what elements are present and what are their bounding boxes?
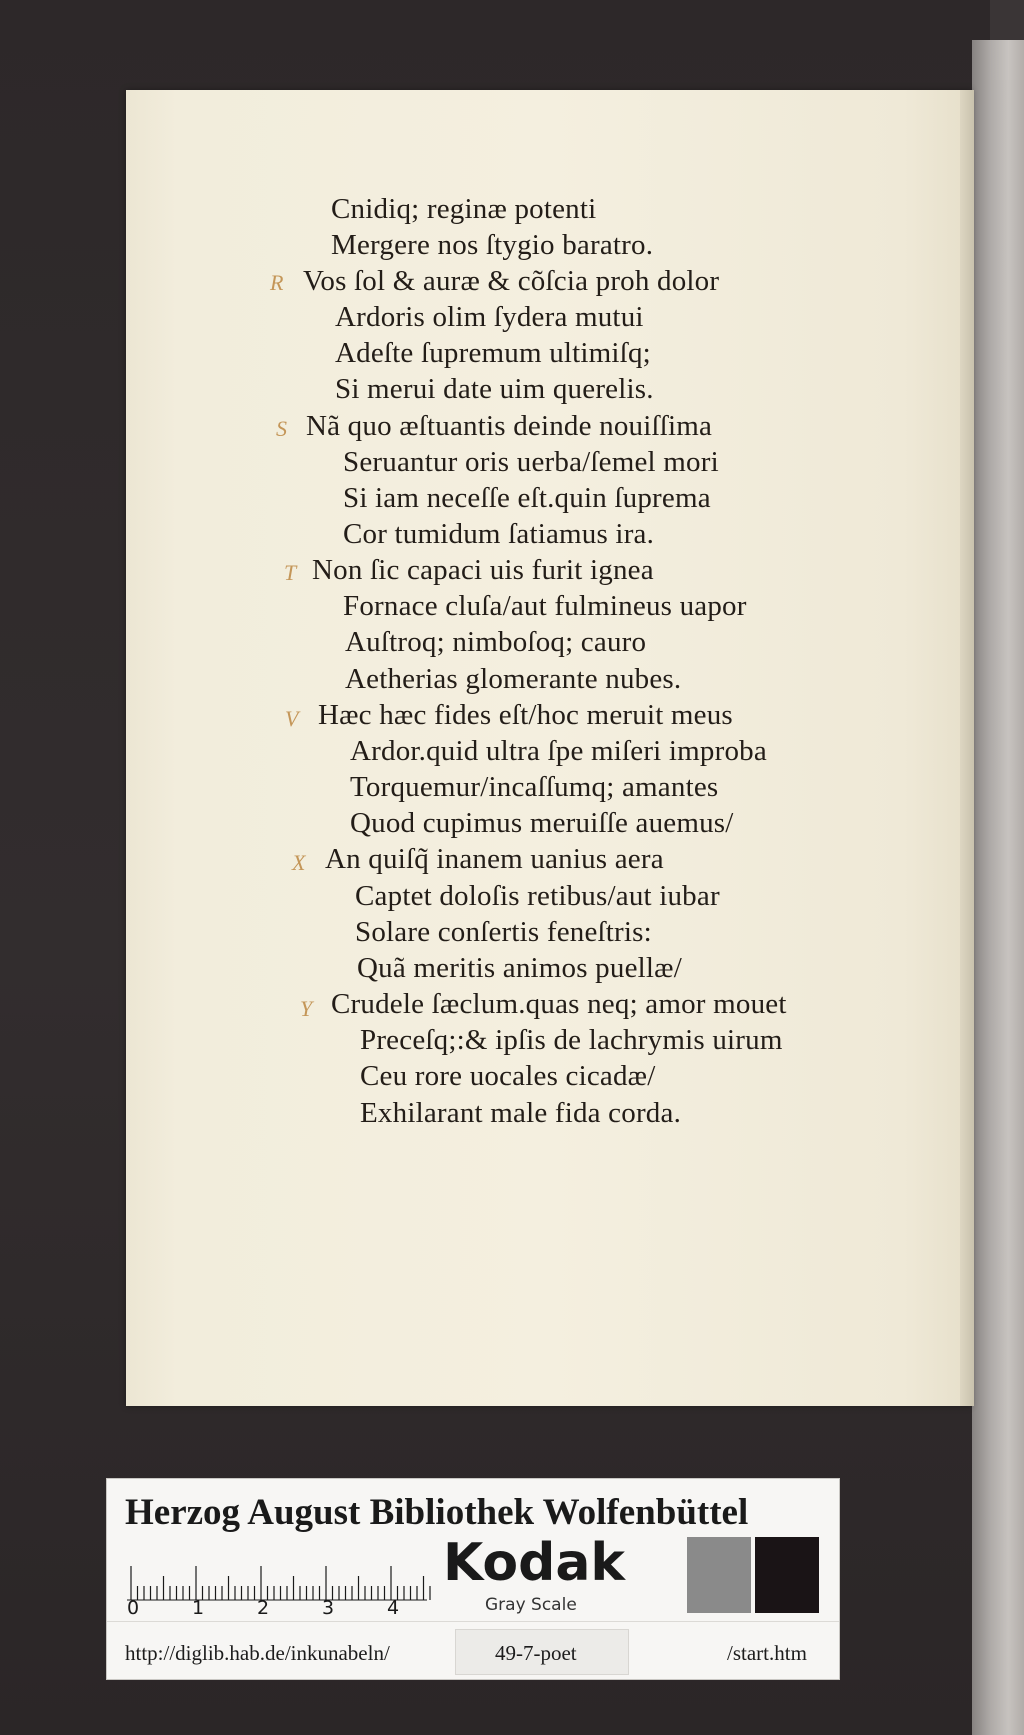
verse-line: Cor tumidum ſatiamus ira. (343, 518, 655, 550)
kodak-logo: Kodak (443, 1533, 625, 1593)
verse-line: Crudele ſæclum.quas neq; amor mouet (331, 988, 787, 1020)
margin-letter: V (285, 706, 299, 731)
verse-line: Captet doloſis retibus/aut iubar (355, 880, 720, 912)
verse-line: Solare conſertis feneſtris: (355, 916, 652, 948)
verse-line: Preceſq;:& ipſis de lachrymis uirum (360, 1024, 783, 1056)
ruler-number: 0 (127, 1597, 140, 1619)
verse-line: An quiſq̃ inanem uanius aera (325, 843, 664, 875)
gray-swatch-dark (755, 1537, 819, 1613)
verse-line: Torquemur/incaſſumq; amantes (350, 771, 719, 803)
color-target-card (106, 1478, 840, 1680)
margin-letter: Y (300, 996, 313, 1021)
source-url: http://diglib.hab.de/inkunabeln/ (125, 1641, 390, 1665)
ruler-number: 3 (322, 1597, 335, 1619)
verse-line: Vos ſol & auræ & cõſcia proh dolor (303, 265, 720, 297)
verse-line: Adeſte ſupremum ultimiſq; (335, 337, 651, 369)
gray-scale-label: Gray Scale (485, 1595, 577, 1615)
verse-line: Seruantur oris uerba/ſemel mori (343, 446, 719, 478)
verse-line: Aetherias glomerante nubes. (345, 663, 682, 695)
library-name: Herzog August Bibliothek Wolfenbüttel (125, 1492, 749, 1533)
verse-line: Ardoris olim ſydera mutui (335, 301, 644, 333)
margin-letter: R (270, 270, 284, 295)
verse-line: Quod cupimus meruiſſe auemus/ (350, 807, 734, 839)
verse-line: Ardor.quid ultra ſpe miſeri improba (350, 735, 767, 767)
margin-letter: X (292, 850, 306, 875)
verse-line: Exhilarant male fida corda. (360, 1097, 682, 1129)
verse-line: Ceu rore uocales cicadæ/ (360, 1060, 656, 1092)
verse-line: Mergere nos ſtygio baratro. (331, 229, 654, 261)
ruler-number: 2 (257, 1597, 270, 1619)
verse-line: Non ſic capaci uis furit ignea (312, 554, 654, 586)
verse-line: Si iam neceſſe eſt.quin ſuprema (343, 482, 711, 514)
ruler-number: 4 (387, 1597, 400, 1619)
shelfmark: 49-7-poet (495, 1641, 577, 1665)
verse-line: Auſtroq; nimboſoq; cauro (345, 626, 647, 658)
margin-letter: S (276, 416, 287, 441)
verse-line: Cnidiq; reginæ potenti (331, 193, 597, 225)
verse-line: Hæc hæc fides eſt/hoc meruit meus (318, 699, 733, 731)
start-page-path: /start.htm (727, 1641, 807, 1665)
ruler-number: 1 (192, 1597, 205, 1619)
gray-swatch-mid (687, 1537, 751, 1613)
verse-line: Fornace cluſa/aut fulmineus uapor (343, 590, 747, 622)
margin-letter: T (284, 560, 297, 585)
verse-line: Nã quo æſtuantis deinde nouiſſima (306, 410, 713, 442)
verse-line: Quã meritis animos puellæ/ (357, 952, 682, 984)
verse-line: Si merui date uim querelis. (335, 373, 654, 405)
